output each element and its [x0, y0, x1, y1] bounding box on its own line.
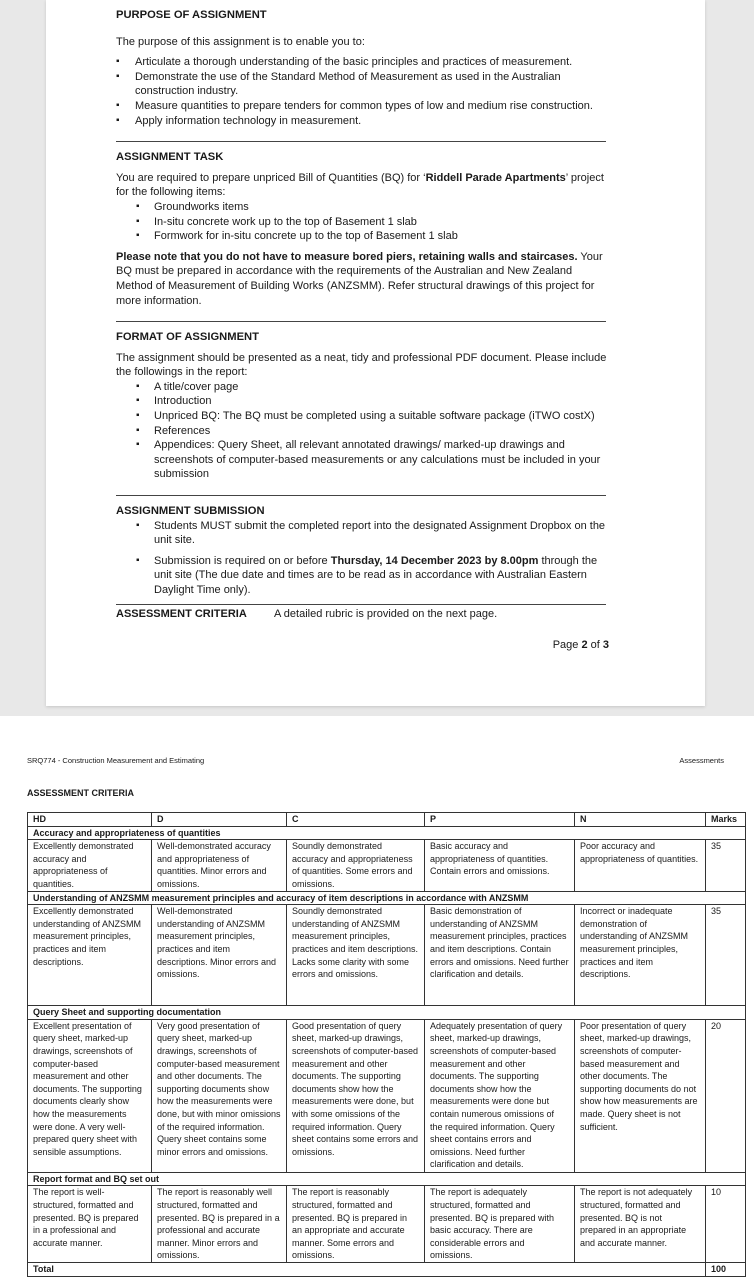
- task-item: ▪ Groundworks items: [116, 200, 608, 215]
- category-name: Query Sheet and supporting documentation: [28, 1006, 746, 1020]
- task-title: ASSIGNMENT TASK: [116, 151, 224, 164]
- marks-header: Marks: [706, 813, 746, 827]
- rubric-cell: Basic accuracy and appropriateness of quantities. Contain errors and omissions.: [425, 840, 575, 891]
- rubric-row: [28, 1019, 746, 1172]
- page-number: [553, 639, 609, 651]
- task-note-rest: Your BQ must be prepared in accordance with the requirements of the Australian and New Zealand Method of Measurement of Building Works (ANZSMM). Refer structural drawings of this project for more information.: [116, 250, 603, 307]
- page-number-prefix: Page: [552, 639, 582, 651]
- assessments-header: Assessments: [679, 756, 724, 765]
- rubric-cell: Adequately presentation of query sheet, marked-up drawings, screenshots of computer-based measurement and other documents. The supporting documents show how the measurements were done but contain numerous omissions of the required information. Query sheet contains errors and omissions. Need further clarification and details.: [425, 1019, 575, 1172]
- category-row: [28, 1172, 746, 1186]
- format-item: ▪ A title/cover page: [116, 380, 608, 395]
- task-intro-post: ’ project for the following items:: [116, 171, 604, 199]
- marks-cell: 35: [706, 840, 746, 891]
- task-intro: [116, 171, 608, 200]
- total-row: [28, 1262, 746, 1276]
- criteria-label: ASSESSMENT CRITERIA: [116, 607, 247, 620]
- purpose-list: [116, 55, 608, 128]
- page-number-total: 3: [602, 639, 609, 651]
- rubric-row: [28, 1186, 746, 1263]
- category-row: [28, 1006, 746, 1020]
- rubric-cell: The report is well-structured, formatted and presented. BQ is prepared in a professional and accurate manner.: [28, 1186, 152, 1263]
- format-title: FORMAT OF ASSIGNMENT: [116, 331, 259, 344]
- criteria-text: A detailed rubric is provided on the next page.: [274, 607, 498, 620]
- purpose-bullet: ▪ Demonstrate the use of the Standard Method of Measurement as used in the Australian construction industry.: [116, 70, 608, 99]
- unit-header: SRQ774 - Construction Measurement and Estimating: [27, 756, 205, 765]
- purpose-bullet: ▪ Measure quantities to prepare tenders for common types of low and medium rise construction.: [116, 99, 608, 114]
- purpose-title: PURPOSE OF ASSIGNMENT: [116, 9, 267, 21]
- rubric-cell: Excellently demonstrated understanding of ANZSMM measurement principles, practices and item descriptions.: [28, 905, 152, 1006]
- marks-cell: 35: [706, 905, 746, 1006]
- page-3-sheet: [0, 716, 754, 1280]
- task-note-bold: Please note that you do not have to measure bored piers, retaining walls and staircases.: [116, 250, 578, 263]
- grade-header: C: [287, 813, 425, 827]
- page-2-sheet: [46, 0, 705, 706]
- category-name: Report format and BQ set out: [28, 1172, 746, 1186]
- rubric-cell: Well-demonstrated accuracy and appropriateness of quantities. Minor errors and omissions.: [152, 840, 287, 891]
- rubric-cell: The report is reasonably well structured, formatted and presented. BQ is prepared in a professional and accurate manner. Minor errors and omissions.: [152, 1186, 287, 1263]
- task-note: [116, 250, 608, 308]
- task-intro-pre: You are required to prepare unpriced Bill of Quantities (BQ) for ‘: [116, 171, 426, 184]
- rubric-cell: The report is adequately structured, formatted and presented. BQ is prepared with basic accuracy. There are considerable errors and omissions.: [425, 1186, 575, 1263]
- submission-due-pre: Submission is required on or before: [154, 554, 331, 567]
- rubric-cell: Basic demonstration of understanding of ANZSMM measurement principles, practices and item descriptions. Contain errors and omissions. Need further clarification and details.: [425, 905, 575, 1006]
- rubric-cell: Good presentation of query sheet, marked-up drawings, screenshots of computer-based measurement and other documents. The supporting documents show how the measurements were done, but with some omissions of the required information. Query sheet contains some errors and omissions.: [287, 1019, 425, 1172]
- category-name: Accuracy and appropriateness of quantities: [28, 826, 746, 840]
- category-row: [28, 826, 746, 840]
- rubric-table: [27, 812, 746, 1277]
- task-items: [116, 200, 608, 244]
- page-number-middle: of: [587, 639, 603, 651]
- format-item: ▪ Appendices: Query Sheet, all relevant annotated drawings/ marked-up drawings and screenshots of computer-based measurements or any calculations must be included in your submission: [116, 438, 608, 482]
- format-item: ▪ Introduction: [116, 394, 608, 409]
- project-name: Riddell Parade Apartments: [425, 171, 566, 184]
- total-marks: 100: [706, 1262, 746, 1276]
- format-items: [116, 380, 608, 482]
- rubric-cell: Excellently demonstrated accuracy and appropriateness of quantities.: [28, 840, 152, 891]
- marks-cell: 20: [706, 1019, 746, 1172]
- rubric-cell: Poor accuracy and appropriateness of quantities.: [575, 840, 706, 891]
- submission-due-date: Thursday, 14 December 2023 by 8.00pm: [330, 554, 539, 567]
- criteria-line: [116, 607, 608, 622]
- total-label: Total: [28, 1262, 706, 1276]
- rubric-cell: Poor presentation of query sheet, marked-up drawings, screenshots of computer-based measurement and other documents. The supporting documents do not show how measurements are made. Query sheet is not sufficient.: [575, 1019, 706, 1172]
- purpose-bullet: ▪ Apply information technology in measurement.: [116, 114, 608, 129]
- submission-item: ▪ Students MUST submit the completed report into the designated Assignment Dropbox on the unit site.: [116, 519, 608, 548]
- submission-due-post: through the unit site (The due date and times are to be read as in accordance with Australian Eastern Daylight Time only).: [154, 554, 598, 596]
- rubric-cell: Soundly demonstrated understanding of ANZSMM measurement principles, practices and item descriptions. Lacks some clarity with some errors and omissions.: [287, 905, 425, 1006]
- format-intro: The assignment should be presented as a neat, tidy and professional PDF document. Please include the followings in the report:: [116, 351, 607, 379]
- submission-item: [116, 554, 608, 598]
- rubric-cell: Very good presentation of query sheet, marked-up drawings, screenshots of computer-based measurement and other documents. The supporting documents show how the measurements were done, but with minor omissions of the required information. Query sheet contains some minor errors and omissions.: [152, 1019, 287, 1172]
- page-number-current: 2: [581, 639, 588, 651]
- grade-header: N: [575, 813, 706, 827]
- rubric-cell: Excellent presentation of query sheet, marked-up drawings, screenshots of computer-based measurement and other documents. The supporting documents clearly show how the measurements were done. A very well-prepared query sheet with sensible assumptions.: [28, 1019, 152, 1172]
- grade-header: HD: [28, 813, 152, 827]
- category-name: Understanding of ANZSMM measurement principles and accuracy of item descriptions in accordance with ANZSMM: [28, 891, 746, 905]
- category-row: [28, 891, 746, 905]
- submission-title: ASSIGNMENT SUBMISSION: [116, 505, 265, 518]
- rubric-row: [28, 840, 746, 891]
- rubric-header-row: [28, 813, 746, 827]
- grade-header: D: [152, 813, 287, 827]
- task-item: ▪ In-situ concrete work up to the top of Basement 1 slab: [116, 215, 608, 230]
- marks-cell: 10: [706, 1186, 746, 1263]
- purpose-intro: The purpose of this assignment is to enable you to:: [116, 35, 365, 48]
- rubric-cell: Soundly demonstrated accuracy and appropriateness of quantities. Some errors and omissions.: [287, 840, 425, 891]
- rubric-cell: Incorrect or inadequate demonstration of understanding of ANZSMM measurement principles, practices and item descriptions.: [575, 905, 706, 1006]
- grade-header: P: [425, 813, 575, 827]
- submission-items: [116, 519, 608, 598]
- rubric-cell: The report is not adequately structured, formatted and presented. BQ is not prepared in an appropriate and accurate manner.: [575, 1186, 706, 1263]
- purpose-bullet: ▪ Articulate a thorough understanding of the basic principles and practices of measurement.: [116, 55, 608, 70]
- assessment-criteria-title: ASSESSMENT CRITERIA: [27, 788, 135, 798]
- format-item: ▪ References: [116, 424, 608, 439]
- rubric-cell: Well-demonstrated understanding of ANZSMM measurement principles, practices and item descriptions. Minor errors and omissions.: [152, 905, 287, 1006]
- rubric-cell: The report is reasonably structured, formatted and presented. BQ is prepared in an appropriate and accurate manner. Some errors and omissions.: [287, 1186, 425, 1263]
- rubric-row: [28, 905, 746, 1006]
- task-item: ▪ Formwork for in-situ concrete up to the top of Basement 1 slab: [116, 229, 608, 244]
- page-2-content: [116, 8, 608, 621]
- format-item: ▪ Unpriced BQ: The BQ must be completed using a suitable software package (iTWO costX): [116, 409, 608, 424]
